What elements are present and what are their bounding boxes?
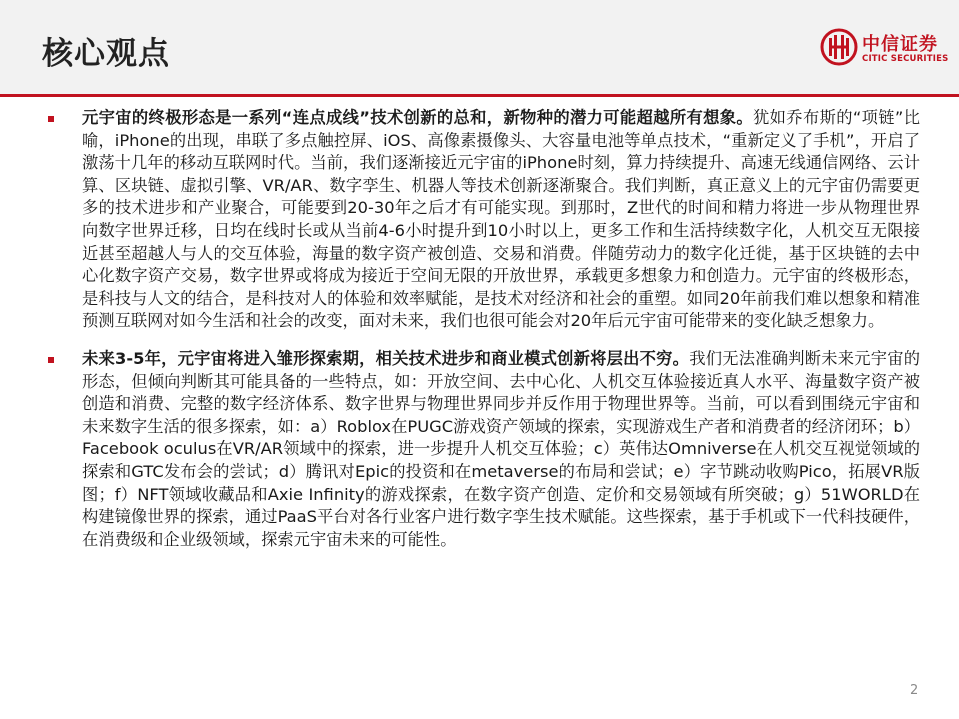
header-bar	[0, 0, 959, 94]
key-point-2	[48, 348, 920, 551]
header-divider	[0, 94, 959, 97]
key-point-body: 犹如乔布斯的“项链”比喻，iPhone的出现，串联了多点触控屏、iOS、高像素摄像头、大容量电池等单点技术，“重新定义了手机”，开启了激荡十几年的移动互联网时代。当前，我们逐渐接近元宇宙的iPhone时刻，算力持续提升、高速无线通信网络、云计算、区块链、虚拟引擎、VR/AR、数字孪生、机器人等技术创新逐渐聚合。我们判断，真正意义上的元宇宙仍需要更多的技术进步和产业聚合，可能要到20-30年之后才有可能实现。到那时，Z世代的时间和精力将进一步从物理世界向数字世界迁移，日均在线时长或从当前4-6小时提升到10小时以上，更多工作和生活持续数字化，人机交互无限接近甚至超越人与人的交互体验，海量的数字资产被创造、交易和消费。伴随劳动力的数字化迁徙，基于区块链的去中心化数字资产交易，数字世界或将成为接近于空间无限的开放世界，承载更多想象力和创造力。元宇宙的终极形态，是科技与人文的结合，是科技对人的体验和效率赋能，是技术对经济和社会的重塑。如同20年前我们难以想象和精准预测互联网对如今生活和社会的改变，面对未来，我们也很可能会对20年后元宇宙可能带来的变化缺乏想象力。	[82, 108, 921, 331]
logo-chinese-name: 中信证券	[862, 34, 938, 55]
logo-english-name: CITIC SECURITIES	[862, 54, 949, 64]
bullet-square-icon	[48, 357, 54, 363]
key-point-lead: 元宇宙的终极形态是一系列“连点成线”技术创新的总和，新物种的潜力可能超越所有想象。	[82, 108, 754, 127]
page-title: 核心观点	[42, 36, 170, 72]
company-logo	[820, 26, 950, 72]
citic-logo-icon	[820, 28, 858, 66]
bullet-square-icon	[48, 116, 54, 122]
key-point-1	[48, 107, 920, 333]
key-points	[48, 107, 920, 566]
key-point-body: 我们无法准确判断未来元宇宙的形态，但倾向判断其可能具备的一些特点，如：开放空间、去中心化、人机交互体验接近真人水平、海量数字资产被创造和消费、完整的数字经济体系、数字世界与物理世界同步并反作用于物理世界等。当前，可以看到围绕元宇宙和未来数字生活的很多探索，如：a）Roblox在PUGC游戏资产领域的探索，实现游戏生产者和消费者的经济闭环；b）Facebook oculus在VR/AR领域中的探索，进一步提升人机交互体验；c）英伟达Omniverse在人机交互视觉领域的探索和GTC发布会的尝试；d）腾讯对Epic的投资和在metaverse的布局和尝试；e）字节跳动收购Pico，拓展VR版图；f）NFT领域收藏品和Axie Infinity的游戏探索，在数字资产创造、定价和交易领域有所突破；g）51WORLD在构建镜像世界的探索，通过PaaS平台对各行业客户进行数字孪生技术赋能。这些探索，基于手机或下一代科技硬件，在消费级和企业级领域，探索元宇宙未来的可能性。	[82, 348, 920, 549]
key-point-lead: 未来3-5年，元宇宙将进入雏形探索期，相关技术进步和商业模式创新将层出不穷。	[82, 348, 690, 368]
page-number: 2	[910, 683, 919, 698]
